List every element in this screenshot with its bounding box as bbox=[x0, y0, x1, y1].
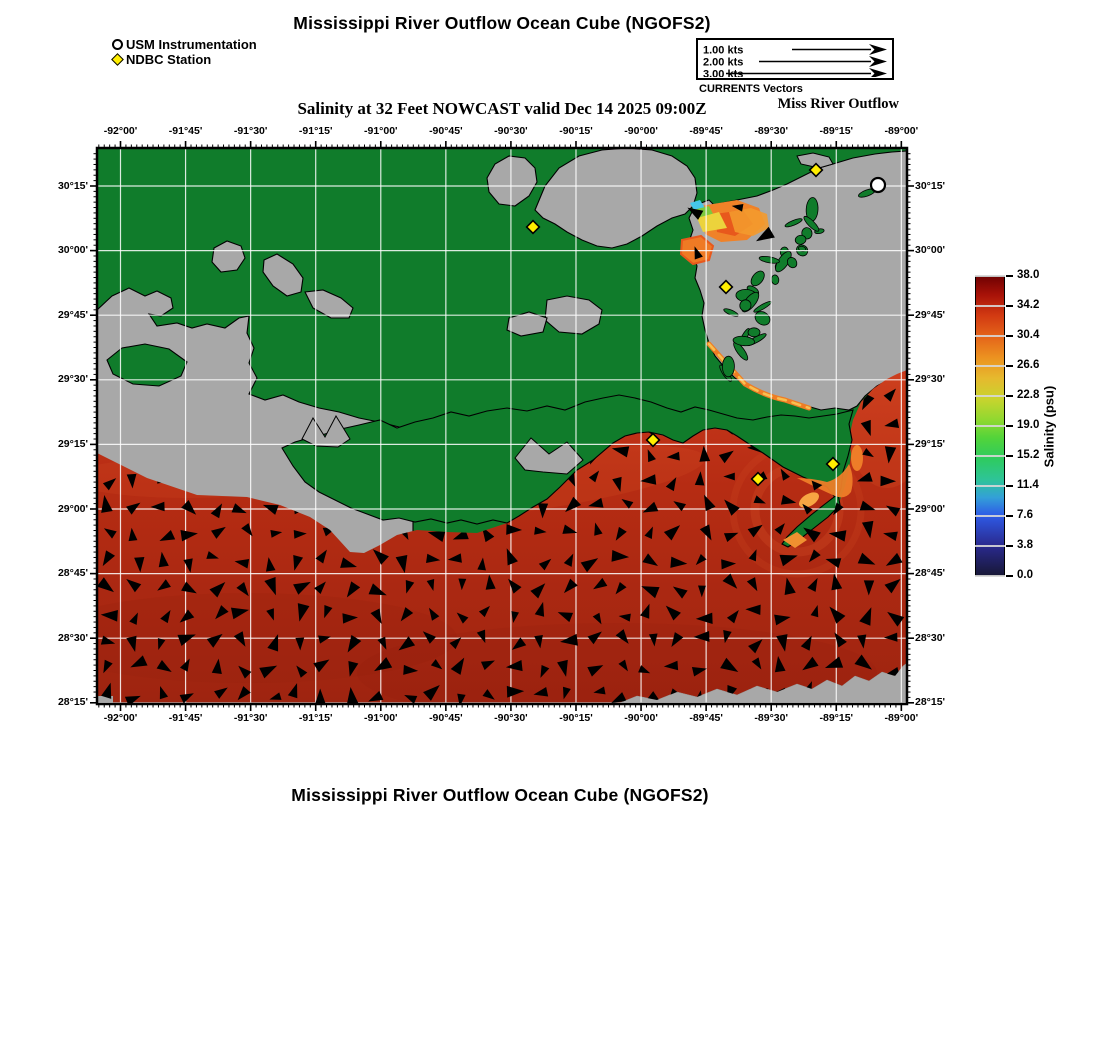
plot-subtitle: Salinity at 32 Feet NOWCAST valid Dec 14 2025 09:00Z bbox=[297, 99, 707, 118]
colorbar-tick-mark bbox=[1006, 425, 1013, 427]
colorbar-tick-line bbox=[975, 335, 1005, 337]
colorbar-tick-label: 3.8 bbox=[1017, 539, 1033, 551]
colorbar-tick-label: 11.4 bbox=[1017, 479, 1039, 491]
lon-tick-label: -92°00' bbox=[103, 712, 138, 724]
currents-vectors-caption: CURRENTS Vectors bbox=[699, 83, 803, 95]
ndbc-diamond-icon bbox=[111, 53, 124, 66]
lon-tick-label: -91°00' bbox=[363, 125, 398, 137]
colorbar-tick-line bbox=[975, 395, 1005, 397]
colorbar-tick-line bbox=[975, 365, 1005, 367]
colorbar-tick-label: 0.0 bbox=[1017, 569, 1033, 581]
colorbar-tick-label: 34.2 bbox=[1017, 299, 1040, 311]
lon-tick-label: -91°15' bbox=[298, 712, 333, 724]
colorbar-tick-mark bbox=[1006, 305, 1013, 307]
colorbar-title: Salinity (psu) bbox=[1041, 385, 1057, 467]
lat-tick-label: 29°45' bbox=[57, 308, 88, 321]
lon-tick-label: -91°45' bbox=[168, 125, 203, 137]
lat-tick-label: 29°00' bbox=[915, 502, 946, 515]
colorbar-tick-label: 15.2 bbox=[1017, 449, 1040, 461]
lat-tick-label: 28°45' bbox=[57, 567, 88, 580]
vector-legend-label: 2.00 kts bbox=[703, 56, 744, 69]
legend-row-usm bbox=[112, 37, 257, 52]
map-area bbox=[89, 140, 915, 712]
lat-tick-label: 30°15' bbox=[915, 179, 946, 192]
vector-arrowhead-icon bbox=[869, 44, 887, 55]
colorbar-tick-mark bbox=[1006, 515, 1013, 517]
lon-tick-label: -90°45' bbox=[429, 125, 463, 137]
lat-tick-label: 30°15' bbox=[57, 179, 88, 192]
lat-tick-label: 28°30' bbox=[915, 631, 946, 644]
lon-tick-label: -89°00' bbox=[884, 125, 919, 137]
colorbar-tick-line bbox=[975, 485, 1005, 487]
colorbar-tick-label: 30.4 bbox=[1017, 329, 1040, 341]
vector-legend-label: 3.00 kts bbox=[703, 68, 744, 77]
lon-tick-label: -91°45' bbox=[168, 712, 203, 724]
colorbar-tick-line bbox=[975, 455, 1005, 457]
usm-legend-label: USM Instrumentation bbox=[126, 37, 257, 52]
usm-station-marker bbox=[871, 178, 885, 192]
lat-tick-label: 29°45' bbox=[915, 308, 946, 321]
vector-arrowhead-icon bbox=[869, 68, 887, 77]
colorbar-tick-line bbox=[975, 515, 1005, 517]
colorbar-title-wrap bbox=[1036, 276, 1062, 576]
lon-tick-label: -90°15' bbox=[559, 712, 593, 724]
lat-tick-label: 30°00' bbox=[915, 244, 946, 257]
lon-tick-label: -90°30' bbox=[494, 712, 528, 724]
colorbar-tick-label: 26.6 bbox=[1017, 359, 1040, 371]
lon-tick-label: -90°00' bbox=[624, 125, 658, 137]
page-title: Mississippi River Outflow Ocean Cube (NGOFS2) bbox=[293, 13, 711, 33]
colorbar-tick-mark bbox=[1006, 455, 1013, 457]
legend-row-ndbc bbox=[112, 52, 257, 67]
map-svg bbox=[89, 140, 915, 712]
bottom-title: Mississippi River Outflow Ocean Cube (NGOFS2) bbox=[291, 785, 709, 805]
lat-tick-label: 28°15' bbox=[57, 696, 88, 709]
lon-tick-label: -89°45' bbox=[689, 125, 723, 137]
lon-tick-label: -89°45' bbox=[689, 712, 723, 724]
colorbar-tick-label: 7.6 bbox=[1017, 509, 1033, 521]
lat-tick-label: 28°30' bbox=[57, 631, 88, 644]
marker-legend bbox=[112, 37, 257, 67]
lat-tick-label: 29°30' bbox=[915, 373, 946, 386]
ndbc-legend-label: NDBC Station bbox=[126, 52, 212, 67]
lon-tick-label: -90°15' bbox=[559, 125, 593, 137]
lon-tick-label: -89°15' bbox=[819, 125, 854, 137]
lat-tick-label: 29°30' bbox=[57, 373, 88, 386]
lon-tick-label: -91°30' bbox=[233, 712, 268, 724]
colorbar-tick-line bbox=[975, 425, 1005, 427]
usm-circle-icon bbox=[112, 39, 123, 50]
lon-tick-label: -91°00' bbox=[363, 712, 398, 724]
lat-tick-label: 29°00' bbox=[57, 502, 88, 515]
vector-arrowhead-icon bbox=[869, 56, 887, 67]
lon-tick-label: -91°30' bbox=[233, 125, 268, 137]
colorbar-tick-mark bbox=[1006, 485, 1013, 487]
colorbar-tick-line bbox=[975, 545, 1005, 547]
lat-tick-label: 28°15' bbox=[915, 696, 946, 709]
lat-tick-label: 29°15' bbox=[57, 437, 88, 450]
lon-tick-label: -89°00' bbox=[884, 712, 919, 724]
colorbar-tick-mark bbox=[1006, 275, 1013, 277]
lon-tick-label: -90°45' bbox=[429, 712, 463, 724]
colorbar-tick-line bbox=[975, 275, 1005, 277]
colorbar-tick-line bbox=[975, 575, 1005, 577]
lat-tick-label: 28°45' bbox=[915, 567, 946, 580]
lon-tick-label: -91°15' bbox=[298, 125, 333, 137]
colorbar-tick-mark bbox=[1006, 335, 1013, 337]
colorbar-tick-mark bbox=[1006, 395, 1013, 397]
colorbar-tick-label: 38.0 bbox=[1017, 269, 1040, 281]
lon-tick-label: -89°30' bbox=[754, 125, 788, 137]
lon-tick-label: -89°30' bbox=[754, 712, 788, 724]
colorbar-tick-mark bbox=[1006, 575, 1013, 577]
lon-tick-label: -92°00' bbox=[103, 125, 138, 137]
colorbar-tick-line bbox=[975, 305, 1005, 307]
colorbar-tick-mark bbox=[1006, 545, 1013, 547]
miss-river-outflow-label: Miss River Outflow bbox=[777, 96, 899, 112]
lon-tick-label: -89°15' bbox=[819, 712, 854, 724]
currents-vector-legend-box bbox=[696, 38, 894, 80]
lon-tick-label: -90°00' bbox=[624, 712, 658, 724]
colorbar-tick-mark bbox=[1006, 365, 1013, 367]
lon-tick-label: -90°30' bbox=[494, 125, 528, 137]
vector-legend-label: 1.00 kts bbox=[703, 44, 744, 57]
vector-legend-svg bbox=[698, 40, 891, 77]
colorbar-tick-label: 19.0 bbox=[1017, 419, 1040, 431]
lat-tick-label: 30°00' bbox=[57, 244, 88, 257]
colorbar-tick-label: 22.8 bbox=[1017, 389, 1040, 401]
lat-tick-label: 29°15' bbox=[915, 437, 946, 450]
